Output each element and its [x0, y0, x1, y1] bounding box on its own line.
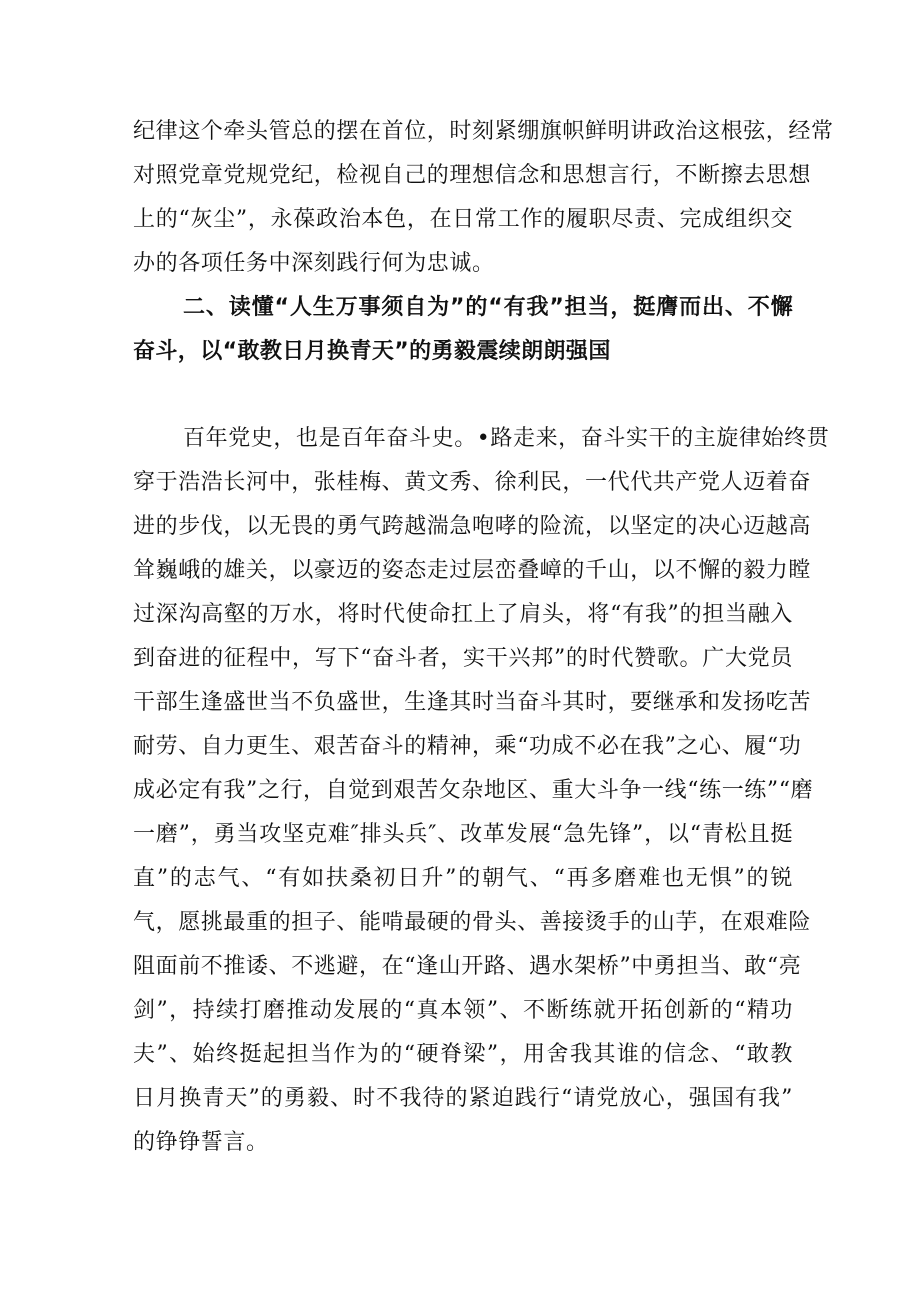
paragraph-main-line: 日月换青天”的勇毅、时不我待的紧迫践行“请党放心，强国有我”: [133, 1086, 793, 1111]
paragraph-top-line: 纪律这个牵头管总的摆在首位，时刻紧绷旗帜鲜明讲政治这根弦，经常: [133, 119, 834, 144]
paragraph-main-line: 过深沟高壑的万水，将时代使命扛上了肩头，将“有我”的担当融入: [133, 602, 793, 627]
paragraph-main-line: 成必定有我”之行，自觉到艰苦攵杂地区、重大斗争一线“练一练”“磨: [133, 778, 814, 803]
paragraph-main-line: 直”的志气、“有如扶桑初日升”的朝气、“再多磨难也无惧”的锐: [133, 866, 793, 891]
paragraph-main-line: 到奋进的征程中，写下“奋斗者，实干兴邦”的时代赞歌。广大党员: [133, 646, 793, 671]
paragraph-main-line: 阻面前不推诿、不逃避，在“逢山开路、遇水架桥”中勇担当、敢“亮: [133, 954, 802, 979]
section-heading-line: 二、读懂“人生万事须自为”的“有我”担当，挺膺而出、不懈: [183, 295, 793, 320]
paragraph-main-line: 一磨”，勇当攻坚克难″排头兵″、改革发展“急先锋”，以“青松且挺: [133, 822, 793, 847]
paragraph-top-line: 上的“灰尘”，永葆政治本色，在日常工作的履职尽责、完成组织交: [133, 207, 793, 232]
paragraph-main-line: 耸巍峨的雄关，以豪迈的姿态走过层峦叠嶂的千山，以不懈的毅力瞠: [133, 558, 812, 583]
paragraph-main-line: 穿于浩浩长河中，张桂梅、黄文秀、徐利民，一代代共产党人迈着奋: [133, 470, 812, 495]
paragraph-main-line: 气，愿挑最重的担子、能啃最硬的骨头、善接烫手的山芋，在艰难险: [133, 910, 812, 935]
paragraph-main-line: 百年党史，也是百年奋斗史。•路走来，奋斗实干的主旋律始终贯: [183, 426, 830, 451]
paragraph-top-line: 办的各项任务中深刻践行何为忠诚。: [133, 251, 495, 276]
paragraph-main-line: 的铮铮誓言。: [133, 1130, 269, 1155]
paragraph-main-line: 剑”，持续打磨推动发展的“真本领”、不断练就开拓创新的“精功: [133, 998, 793, 1023]
paragraph-main-line: 进的步伐，以无畏的勇气跨越湍急咆哮的险流，以坚定的决心迈越高: [133, 514, 812, 539]
paragraph-main-line: 耐劳、自力更生、艰苦奋斗的精神，乘“功成不必在我”之心、履“功: [133, 734, 802, 759]
paragraph-main-line: 夫”、始终挺起担当作为的“硬脊梁”，用舍我其谁的信念、“敢教: [133, 1042, 793, 1067]
paragraph-top-line: 对照党章党规党纪，检视自己的理想信念和思想言行，不断擦去思想: [133, 163, 812, 188]
paragraph-main-line: 干部生逢盛世当不负盛世，生逢其时当奋斗其时，要继承和发扬吃苦: [133, 690, 812, 715]
section-heading-line: 奋斗，以“敢教日月换青天”的勇毅震续朗朗强国: [133, 339, 611, 364]
